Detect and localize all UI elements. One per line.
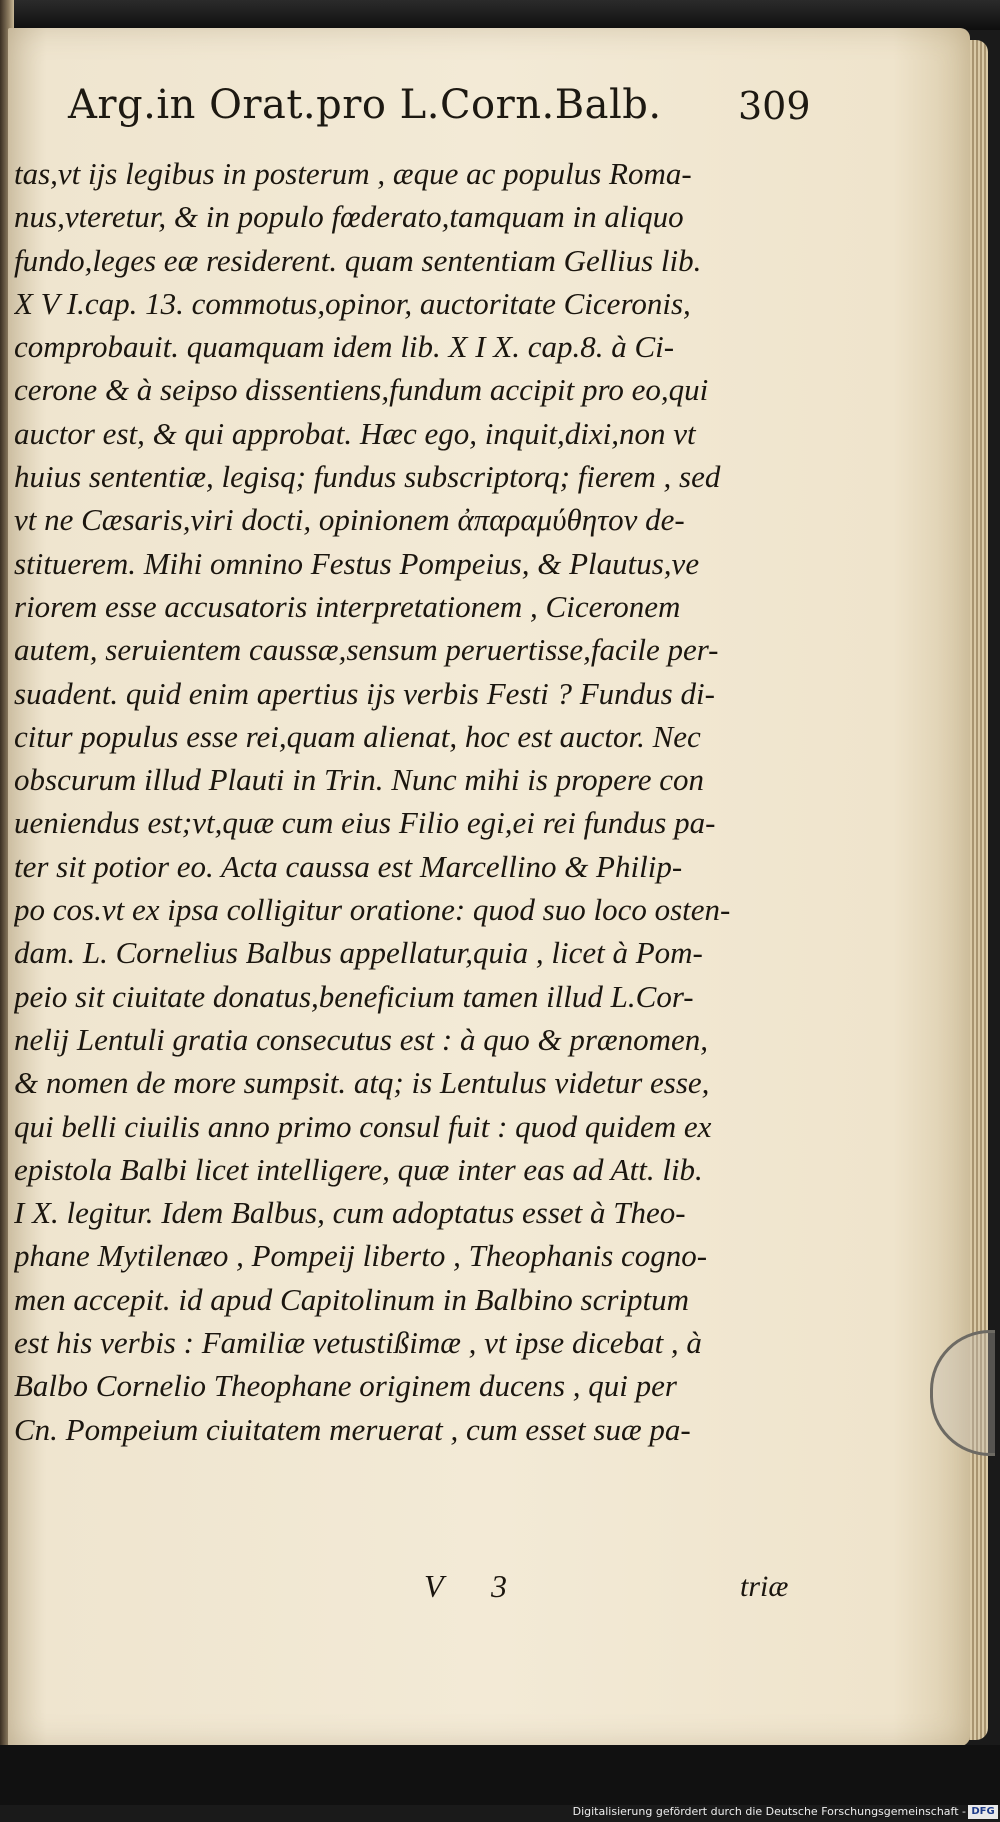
text-line: tas,vt ijs legibus in posterum , æque ac populus Roma- <box>14 156 692 191</box>
text-line: epistola Balbi licet intelligere, quæ inter eas ad Att. lib. <box>14 1151 703 1187</box>
text-line: dam. L. Cornelius Balbus appellatur,quia , licet à Pom- <box>14 935 703 971</box>
text-line: cerone & à seipso dissentiens,fundum accipit pro eo,qui <box>14 372 709 408</box>
text-line: Balbo Cornelio Theophane originem ducens , qui per <box>14 1368 677 1404</box>
text-line: autem, seruientem caussæ,sensum peruertisse,facile per- <box>14 632 719 668</box>
catchword: triæ <box>740 1570 789 1603</box>
signature-mark: V 3 <box>424 1568 507 1604</box>
page-edges <box>968 40 988 1740</box>
text-line: comprobauit. quamquam idem lib. X I X. cap.8. à Ci- <box>14 329 675 365</box>
text-line: vt ne Cæsaris,viri docti, opinionem ἀπαραμύθητον de- <box>14 502 685 538</box>
digitization-credit: Digitalisierung gefördert durch die Deutsche Forschungsgemeinschaft - <box>572 1805 966 1818</box>
text-line: po cos.vt ex ipsa colligitur oratione: quod suo loco osten- <box>14 892 731 928</box>
text-line: nus,vteretur, & in populo fœderato,tamquam in aliquo <box>14 199 684 235</box>
text-line: phane Mytilenæo , Pompeij liberto , Theophanis cogno- <box>14 1238 708 1274</box>
scanner-background-top <box>0 0 1000 30</box>
text-line: Cn. Pompeium ciuitatem meruerat , cum esset suæ pa- <box>14 1411 691 1447</box>
text-line: ueniendus est;vt,quæ cum eius Filio egi,ei rei fundus pa- <box>14 805 716 841</box>
running-head: Arg.in Orat.pro L.Corn.Balb. <box>68 82 662 128</box>
text-line: est his verbis : Familiæ vetustißimæ , vt ipse dicebat , à <box>14 1325 702 1361</box>
text-line: huius sententiæ, legisq; fundus subscriptorq; fierem , sed <box>14 459 721 495</box>
text-line: men accepit. id apud Capitolinum in Balbino scriptum <box>14 1281 690 1317</box>
text-line: I X. legitur. Idem Balbus, cum adoptatus esset à Theo- <box>14 1195 686 1231</box>
page-number: 309 <box>738 84 811 128</box>
text-line: auctor est, & qui approbat. Hæc ego, inquit,dixi,non vt <box>14 415 696 451</box>
text-line: citur populus esse rei,quam alienat, hoc est auctor. Nec <box>14 718 701 754</box>
text-line: stituerem. Mihi omnino Festus Pompeius, & Plautus,ve <box>14 545 700 581</box>
text-line: fundo,leges eæ residerent. quam sententiam Gellius lib. <box>14 242 702 278</box>
text-line: qui belli ciuilis anno primo consul fuit : quod quidem ex <box>14 1108 712 1144</box>
dfg-logo-icon: DFG <box>968 1805 998 1819</box>
scanner-background-bottom <box>0 1745 1000 1805</box>
body-text <box>14 152 814 1451</box>
text-line: X V I.cap. 13. commotus,opinor, auctoritate Ciceronis, <box>14 285 691 321</box>
text-line: suadent. quid enim apertius ijs verbis Festi ? Fundus di- <box>14 675 715 711</box>
text-line: nelij Lentuli gratia consecutus est : à quo & prænomen, <box>14 1021 709 1057</box>
text-line: peio sit ciuitate donatus,beneficium tamen illud L.Cor- <box>14 978 694 1014</box>
text-line: & nomen de more sumpsit. atq; is Lentulus videtur esse, <box>14 1065 710 1101</box>
text-line: obscurum illud Plauti in Trin. Nunc mihi is propere con <box>14 762 705 798</box>
text-line: ter sit potior eo. Acta caussa est Marcellino & Philip- <box>14 848 683 884</box>
text-line: riorem esse accusatoris interpretationem , Ciceronem <box>14 588 681 624</box>
